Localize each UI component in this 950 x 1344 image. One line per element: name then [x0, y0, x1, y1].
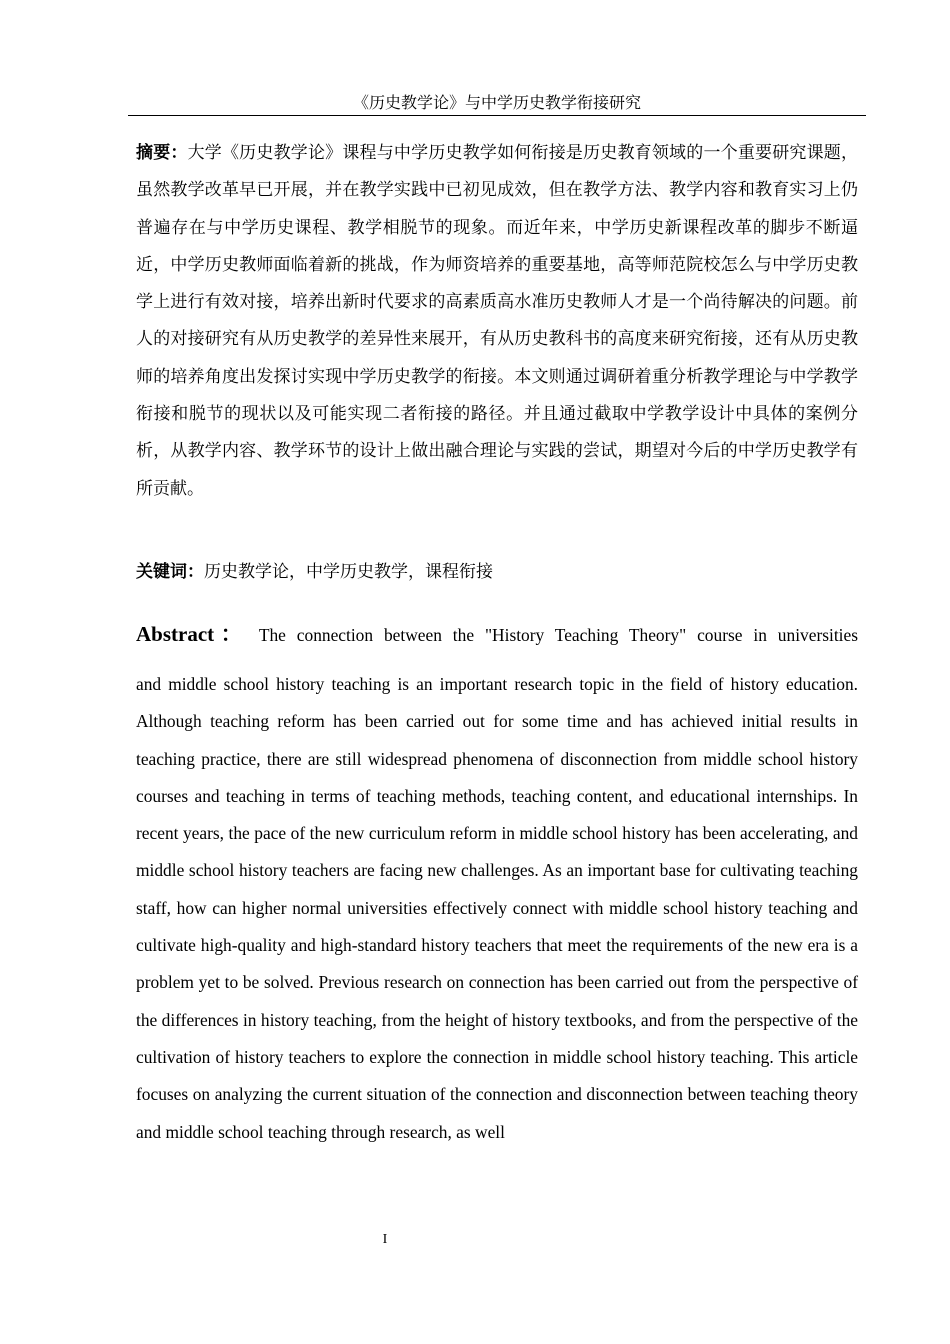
keywords — [136, 556, 858, 588]
keywords-label: 关键词： — [136, 562, 204, 582]
english-abstract-label: Abstract： — [136, 622, 249, 646]
english-abstract-first-line — [136, 614, 858, 655]
chinese-abstract-label: 摘要： — [136, 143, 188, 163]
english-abstract — [136, 614, 858, 1151]
page-header — [128, 92, 866, 116]
keywords-text: 历史教学论，中学历史教学，课程衔接 — [204, 562, 493, 582]
chinese-abstract-text: 大学《历史教学论》课程与中学历史教学如何衔接是历史教育领域的一个重要研究课题，虽然教学改革早已开展，并在教学实践中已初见成效，但在教学方法、教学内容和教育实习上仍普遍存在与中学历史课程、教学相脱节的现象。而近年来，中学历史新课程改革的脚步不断逼近，中学历史教师面临着新的挑战，作为师资培养的重要基地，高等师范院校怎么与中学历史教学上进行有效对接，培养出新时代要求的高素质高水准历史教师人才是一个尚待解决的问题。前人的对接研究有从历史教学的差异性来展开，有从历史教科书的高度来研究衔接，还有从历史教师的培养角度出发探讨实现中学历史教学的衔接。本文则通过调研着重分析教学理论与中学教学衔接和脱节的现状以及可能实现二者衔接的路径。并且通过截取中学教学设计中具体的案例分析，从教学内容、教学环节的设计上做出融合理论与实践的尝试，期望对今后的中学历史教学有所贡献。 — [136, 143, 859, 499]
english-abstract-first-line-text: The connection between the "History Teaching Theory" course in universities — [258, 625, 858, 645]
document-title: 《历史教学论》与中学历史教学衔接研究 — [352, 93, 641, 112]
english-abstract-text: and middle school history teaching is an important research topic in the field of history education. Although teaching reform has been carried out for some time and has achieved initial results in teaching practice, there are still widespread phenomena of disconnection from middle school history courses and teaching in terms of teaching methods, teaching content, and educational internships. In recent years, the pace of the new curriculum reform in middle school history has been accelerating, and middle school history teachers are facing new challenges. As an important base for cultivating teaching staff, how can higher normal universities effectively connect with middle school history teaching and cultivate high-quality and high-standard history teachers that meet the requirements of the new era is a problem yet to be solved. Previous research on connection has been carried out from the perspective of the differences in history teaching, from the height of history textbooks, and from the perspective of the cultivation of history teachers to explore the connection in middle school history teaching. This article focuses on analyzing the current situation of the connection and disconnection between teaching theory and middle school teaching through research, as well — [136, 674, 858, 1142]
chinese-abstract — [136, 135, 858, 508]
page-number: I — [382, 1232, 388, 1247]
